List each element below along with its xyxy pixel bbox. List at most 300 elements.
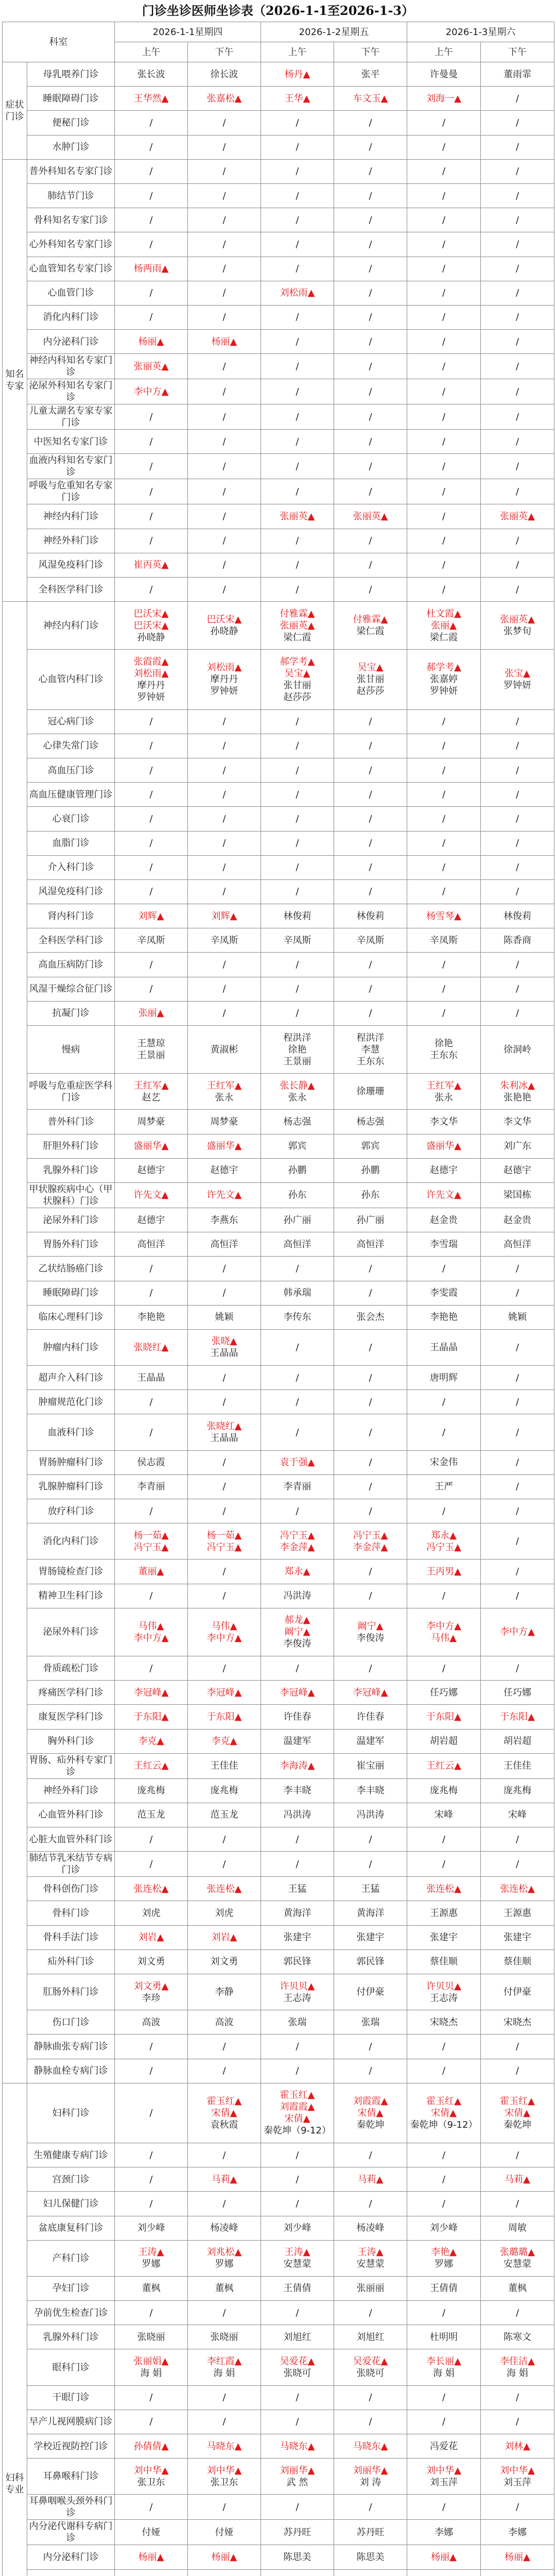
empty-slot-mark: /	[369, 287, 372, 299]
doctor-name: 杨丽▲	[431, 2551, 457, 2563]
schedule-cell	[115, 977, 188, 1001]
schedule-cell	[115, 1827, 188, 1852]
schedule-cell	[261, 135, 334, 159]
doctor-name: 张嘉松▲	[206, 93, 242, 104]
dept-name: 心外科知名专家门诊	[27, 232, 115, 257]
empty-slot-mark: /	[516, 813, 519, 824]
empty-slot-mark: /	[296, 461, 299, 472]
dept-name: 妇儿保健门诊	[27, 2192, 115, 2216]
dept-name: 神经外科门诊	[27, 1778, 115, 1803]
schedule-cell	[115, 602, 188, 650]
doctor-name: 王佳佳	[503, 1760, 532, 1772]
schedule-cell	[481, 183, 554, 208]
empty-slot-mark: /	[369, 2392, 372, 2403]
schedule-cell	[261, 208, 334, 232]
schedule-cell	[481, 783, 554, 807]
schedule-cell	[188, 783, 261, 807]
schedule-cell	[261, 1608, 334, 1656]
doctor-name: 李冠峰▲	[206, 1687, 242, 1698]
table-row	[3, 2385, 554, 2410]
doctor-name: 王华然▲	[133, 93, 169, 104]
doctor-name: 黄淑彬	[210, 1044, 238, 1055]
schedule-cell	[407, 855, 481, 879]
schedule-cell	[334, 2010, 407, 2035]
doctor-name: 庞兆梅	[210, 1785, 238, 1797]
schedule-cell	[188, 1414, 261, 1450]
dept-name: 疝外科门诊	[27, 1950, 115, 1974]
doctor-name: 刘旭红	[356, 2331, 385, 2343]
empty-slot-mark: /	[149, 1663, 153, 1674]
schedule-cell	[481, 1074, 554, 1110]
doctor-name: 陈思美	[283, 2551, 311, 2563]
empty-slot-mark: /	[442, 411, 446, 422]
empty-slot-mark: /	[516, 765, 519, 776]
schedule-cell	[481, 758, 554, 782]
schedule-cell	[188, 2349, 261, 2385]
empty-slot-mark: /	[369, 190, 372, 201]
empty-slot-mark: /	[442, 2198, 446, 2209]
schedule-cell	[115, 2520, 188, 2545]
doctor-name: 付娅	[142, 2527, 161, 2538]
doctor-name: 罗钟妍	[210, 686, 238, 697]
schedule-cell	[261, 602, 334, 650]
doctor-name: 张丽▲	[138, 1008, 164, 1019]
schedule-cell	[334, 553, 407, 577]
schedule-cell	[261, 354, 334, 379]
doctor-name: 杨丽▲	[211, 336, 237, 347]
schedule-cell	[188, 430, 261, 454]
doctor-name: 崔宝丽	[356, 1760, 385, 1772]
schedule-cell	[261, 2240, 334, 2276]
schedule-cell	[188, 1475, 261, 1499]
doctor-name: 于东阳▲	[500, 1711, 535, 1722]
doctor-name: 王东东	[430, 1050, 458, 1061]
schedule-cell	[261, 2545, 334, 2569]
empty-slot-mark: /	[442, 1590, 446, 1602]
schedule-cell	[188, 1390, 261, 1414]
schedule-cell	[481, 2240, 554, 2276]
doctor-name: 张长静▲	[280, 1080, 315, 1091]
schedule-cell	[261, 2301, 334, 2325]
doctor-name: 宋倩▲	[505, 2107, 530, 2119]
schedule-cell	[115, 1329, 188, 1365]
schedule-cell	[481, 2545, 554, 2569]
doctor-name: 刘松雨▲	[133, 668, 169, 679]
schedule-cell	[334, 2192, 407, 2216]
schedule-cell	[481, 2010, 554, 2035]
doctor-name: 蔡佳顺	[430, 1956, 458, 1968]
schedule-cell	[115, 1778, 188, 1803]
empty-slot-mark: /	[516, 1663, 519, 1674]
schedule-cell	[407, 1608, 481, 1656]
schedule-cell	[407, 1950, 481, 1974]
table-row	[3, 1390, 554, 1414]
schedule-cell	[115, 1656, 188, 1680]
empty-slot-mark: /	[149, 214, 153, 226]
doctor-name: 杨雪琴▲	[426, 910, 461, 922]
empty-slot-mark: /	[516, 2416, 519, 2428]
doctor-name: 吴宝▲	[284, 668, 310, 679]
schedule-cell	[407, 2167, 481, 2192]
empty-slot-mark: /	[296, 142, 299, 153]
schedule-cell	[188, 1925, 261, 1950]
doctor-name: 孙晓静	[210, 626, 238, 637]
table-row	[3, 183, 554, 208]
doctor-name: 辛凤斯	[210, 935, 238, 946]
empty-slot-mark: /	[442, 1008, 446, 1019]
table-row	[3, 1499, 554, 1523]
doctor-name: 巴沃宋▲	[206, 614, 242, 625]
schedule-cell	[334, 232, 407, 257]
dept-name: 血液内科知名专家门诊	[27, 454, 115, 479]
empty-slot-mark: /	[369, 312, 372, 323]
doctor-name: 王佳佳	[210, 1760, 238, 1772]
empty-slot-mark: /	[222, 2149, 226, 2161]
table-row	[3, 1523, 554, 1560]
schedule-cell	[481, 111, 554, 135]
schedule-cell	[188, 529, 261, 553]
schedule-cell	[481, 1281, 554, 1305]
schedule-cell	[481, 1305, 554, 1329]
schedule-cell	[261, 2385, 334, 2410]
table-row	[3, 305, 554, 329]
empty-slot-mark: /	[296, 117, 299, 128]
schedule-cell	[115, 650, 188, 709]
doctor-name: 罗钟妍	[503, 680, 532, 691]
schedule-cell	[481, 2216, 554, 2240]
empty-slot-mark: /	[149, 584, 153, 595]
schedule-cell	[261, 1232, 334, 1257]
schedule-cell	[261, 1074, 334, 1110]
schedule-cell	[407, 650, 481, 709]
doctor-name: 刘丽华▲	[353, 2465, 388, 2476]
doctor-name: 郝龙▲	[284, 1615, 310, 1626]
empty-slot-mark: /	[369, 142, 372, 153]
empty-slot-mark: /	[369, 336, 372, 347]
schedule-cell	[407, 1681, 481, 1705]
doctor-name: 马伟▲	[431, 1632, 457, 1643]
schedule-cell	[334, 1901, 407, 1925]
doctor-name: 李青丽	[283, 1481, 311, 1493]
schedule-cell	[261, 1852, 334, 1877]
empty-slot-mark: /	[296, 166, 299, 177]
table-row	[3, 2349, 554, 2385]
schedule-cell	[481, 2301, 554, 2325]
empty-slot-mark: /	[296, 190, 299, 201]
dept-name: 冠心病门诊	[27, 709, 115, 734]
doctor-name: 安慧蒙	[283, 2259, 311, 2270]
schedule-cell	[481, 1110, 554, 1134]
empty-slot-mark: /	[296, 2416, 299, 2428]
schedule-cell	[188, 1158, 261, 1182]
dept-name: 心血管内科门诊	[27, 650, 115, 709]
schedule-cell	[115, 1450, 188, 1475]
table-row	[3, 1475, 554, 1499]
dept-name: 骨科手法门诊	[27, 1925, 115, 1950]
doctor-name: 张晓可	[283, 2368, 311, 2379]
schedule-cell	[261, 305, 334, 329]
schedule-cell	[115, 281, 188, 305]
table-row	[3, 1827, 554, 1852]
table-row	[3, 1001, 554, 1025]
schedule-cell	[188, 807, 261, 831]
schedule-cell	[188, 1499, 261, 1523]
empty-slot-mark: /	[296, 959, 299, 971]
doctor-name: 付娅	[215, 2527, 234, 2538]
empty-slot-mark: /	[369, 411, 372, 422]
empty-slot-mark: /	[516, 312, 519, 323]
doctor-name: 李中方▲	[206, 1632, 242, 1643]
doctor-name: 刘中华▲	[500, 2465, 535, 2476]
doctor-name: 刘松雨▲	[280, 287, 315, 299]
schedule-cell	[188, 2216, 261, 2240]
doctor-name: 赵德宇	[503, 1165, 532, 1176]
table-row	[3, 1974, 554, 2010]
doctor-name: 孙倩倩▲	[133, 2441, 169, 2452]
doctor-name: 徐洞岭	[503, 1044, 532, 1055]
schedule-cell	[261, 578, 334, 602]
schedule-cell	[407, 1901, 481, 1925]
empty-slot-mark: /	[442, 386, 446, 397]
doctor-name: 刘虎	[142, 1908, 161, 1919]
empty-slot-mark: /	[516, 166, 519, 177]
doctor-name: 张丽▲	[431, 620, 457, 631]
doctor-name: 庞兆梅	[430, 1785, 458, 1797]
schedule-cell	[334, 1001, 407, 1025]
doctor-name: 罗娜	[435, 2259, 454, 2270]
empty-slot-mark: /	[516, 2149, 519, 2161]
empty-slot-mark: /	[296, 789, 299, 800]
schedule-cell	[261, 1026, 334, 1074]
schedule-cell	[407, 281, 481, 305]
doctor-name: 郝学考▲	[426, 662, 461, 673]
empty-slot-mark: /	[516, 411, 519, 422]
schedule-cell	[481, 977, 554, 1001]
schedule-cell	[481, 232, 554, 257]
dept-name: 风湿干燥综合征门诊	[27, 977, 115, 1001]
schedule-cell	[407, 2385, 481, 2410]
doctor-name: 张丽娟▲	[133, 2356, 169, 2367]
empty-slot-mark: /	[149, 2041, 153, 2052]
schedule-cell	[261, 1110, 334, 1134]
empty-slot-mark: /	[222, 584, 226, 595]
schedule-cell	[334, 430, 407, 454]
doctor-name: 张晓红▲	[206, 1421, 242, 1432]
empty-slot-mark: /	[296, 1372, 299, 1383]
schedule-cell	[261, 2520, 334, 2545]
doctor-name: 摩丹丹	[210, 674, 238, 685]
schedule-cell	[407, 1390, 481, 1414]
schedule-cell	[481, 159, 554, 183]
schedule-cell	[481, 1827, 554, 1852]
doctor-name: 张丽英▲	[353, 511, 388, 522]
doctor-name: 张连松▲	[426, 1883, 461, 1894]
schedule-cell	[334, 183, 407, 208]
schedule-cell	[481, 1182, 554, 1208]
table-row	[3, 87, 554, 111]
empty-slot-mark: /	[222, 2501, 226, 2513]
doctor-name: 张建宇	[503, 1932, 532, 1943]
schedule-cell	[334, 1182, 407, 1208]
schedule-cell	[115, 87, 188, 111]
doctor-name: 王晶晶	[210, 1433, 238, 1444]
doctor-name: 王华▲	[284, 93, 310, 104]
doctor-name: 李金萍▲	[280, 1541, 315, 1553]
doctor-name: 任巧娜	[430, 1687, 458, 1698]
schedule-cell	[261, 2410, 334, 2434]
doctor-name: 王红云▲	[426, 1760, 461, 1772]
empty-slot-mark: /	[149, 1505, 153, 1517]
schedule-cell	[188, 1877, 261, 1901]
dept-name: 泌尿外科门诊	[27, 1208, 115, 1232]
doctor-name: 海 娟	[213, 2368, 235, 2379]
empty-slot-mark: /	[149, 2174, 153, 2185]
empty-slot-mark: /	[149, 2149, 153, 2161]
doctor-name: 姚颖	[508, 1312, 527, 1323]
doctor-name: 李丰晓	[356, 1785, 385, 1797]
schedule-cell	[334, 2434, 407, 2459]
schedule-cell	[261, 330, 334, 354]
header-pm: 下午	[481, 42, 554, 62]
schedule-cell	[261, 1681, 334, 1705]
doctor-name: 张丽英▲	[280, 620, 315, 631]
doctor-name: 刘林▲	[505, 2441, 530, 2452]
doctor-name: 赵德宇	[430, 1165, 458, 1176]
schedule-cell	[261, 1305, 334, 1329]
schedule-cell	[334, 1414, 407, 1450]
empty-slot-mark: /	[442, 2392, 446, 2403]
empty-slot-mark: /	[369, 166, 372, 177]
doctor-name: 庞兆梅	[137, 1785, 165, 1797]
schedule-cell	[407, 734, 481, 758]
empty-slot-mark: /	[516, 1263, 519, 1274]
schedule-cell	[115, 330, 188, 354]
empty-slot-mark: /	[222, 1566, 226, 1577]
dept-name: 心律失常门诊	[27, 734, 115, 758]
schedule-cell	[115, 2240, 188, 2276]
table-row	[3, 1208, 554, 1232]
schedule-cell	[115, 1305, 188, 1329]
doctor-name: 吴爱花▲	[353, 2356, 388, 2367]
schedule-cell	[481, 529, 554, 553]
empty-slot-mark: /	[149, 461, 153, 472]
doctor-name: 宋晓杰	[430, 2016, 458, 2028]
dept-name: 乳腺外科门诊	[27, 1158, 115, 1182]
table-row	[3, 928, 554, 953]
empty-slot-mark: /	[516, 486, 519, 497]
empty-slot-mark: /	[149, 1427, 153, 1438]
doctor-name: 孙东	[288, 1190, 307, 1201]
table-row	[3, 758, 554, 782]
schedule-cell	[261, 1560, 334, 1584]
schedule-cell	[115, 1705, 188, 1729]
schedule-cell	[334, 1560, 407, 1584]
doctor-name: 程洪洋	[356, 1032, 385, 1043]
schedule-cell	[481, 1475, 554, 1499]
schedule-cell	[188, 1110, 261, 1134]
dept-name: 放疗科门诊	[27, 1499, 115, 1523]
doctor-name: 杨一茹▲	[133, 1530, 169, 1541]
empty-slot-mark: /	[369, 361, 372, 372]
schedule-cell	[188, 2276, 261, 2300]
schedule-cell	[261, 2495, 334, 2520]
schedule-cell	[481, 454, 554, 479]
empty-slot-mark: /	[442, 1505, 446, 1517]
doctor-name: 李中方▲	[500, 1626, 535, 1638]
empty-slot-mark: /	[516, 2392, 519, 2403]
dept-name: 抗凝门诊	[27, 1001, 115, 1025]
empty-slot-mark: /	[516, 584, 519, 595]
doctor-name: 张丽英▲	[133, 361, 169, 372]
empty-slot-mark: /	[222, 486, 226, 497]
dept-name: 胃肠、疝外科专家门诊	[27, 1753, 115, 1778]
empty-slot-mark: /	[516, 386, 519, 397]
doctor-name: 高恒洋	[356, 1239, 385, 1250]
empty-slot-mark: /	[149, 166, 153, 177]
empty-slot-mark: /	[296, 411, 299, 422]
dept-name: 内分泌科门诊	[27, 330, 115, 354]
empty-slot-mark: /	[149, 984, 153, 995]
schedule-cell	[481, 2385, 554, 2410]
doctor-name: 李娜	[435, 2527, 454, 2538]
empty-slot-mark: /	[369, 1008, 372, 1019]
schedule-cell	[481, 1329, 554, 1365]
empty-slot-mark: /	[516, 2065, 519, 2077]
empty-slot-mark: /	[516, 263, 519, 275]
doctor-name: 郝学考▲	[280, 656, 315, 667]
doctor-name: 刘玉萍	[503, 2477, 532, 2488]
table-row	[3, 2240, 554, 2276]
empty-slot-mark: /	[222, 1858, 226, 1870]
doctor-name: 张梦旬	[503, 626, 532, 637]
schedule-cell	[334, 1950, 407, 1974]
empty-slot-mark: /	[222, 2307, 226, 2318]
doctor-name: 张长波	[137, 69, 165, 80]
empty-slot-mark: /	[149, 436, 153, 447]
schedule-cell	[481, 928, 554, 953]
schedule-cell	[407, 2216, 481, 2240]
schedule-cell	[334, 2545, 407, 2569]
empty-slot-mark: /	[149, 2065, 153, 2077]
table-row	[3, 1753, 554, 1778]
table-row	[3, 578, 554, 602]
doctor-name: 许先文▲	[426, 1190, 461, 1201]
schedule-cell	[481, 650, 554, 709]
table-row	[3, 1803, 554, 1827]
empty-slot-mark: /	[296, 1427, 299, 1438]
dept-name: 母乳喂养门诊	[27, 62, 115, 87]
schedule-cell	[334, 758, 407, 782]
doctor-name: 李雯霞	[430, 1287, 458, 1299]
schedule-cell	[407, 1584, 481, 1608]
schedule-cell	[188, 2083, 261, 2143]
schedule-cell	[481, 1877, 554, 1901]
empty-slot-mark: /	[296, 1834, 299, 1845]
dept-name: 肿瘤规范化门诊	[27, 1390, 115, 1414]
schedule-cell	[407, 1560, 481, 1584]
schedule-cell	[188, 1366, 261, 1390]
schedule-cell	[407, 2276, 481, 2300]
schedule-cell	[334, 1281, 407, 1305]
schedule-cell	[115, 404, 188, 430]
doctor-name: 辛凤斯	[356, 935, 385, 946]
doctor-name: 李克▲	[211, 1736, 237, 1747]
schedule-cell	[261, 281, 334, 305]
doctor-name: 赵莎莎	[356, 686, 385, 697]
dept-name: 疼痛医学科门诊	[27, 1681, 115, 1705]
doctor-name: 杨丽▲	[138, 2551, 164, 2563]
schedule-cell	[115, 1681, 188, 1705]
